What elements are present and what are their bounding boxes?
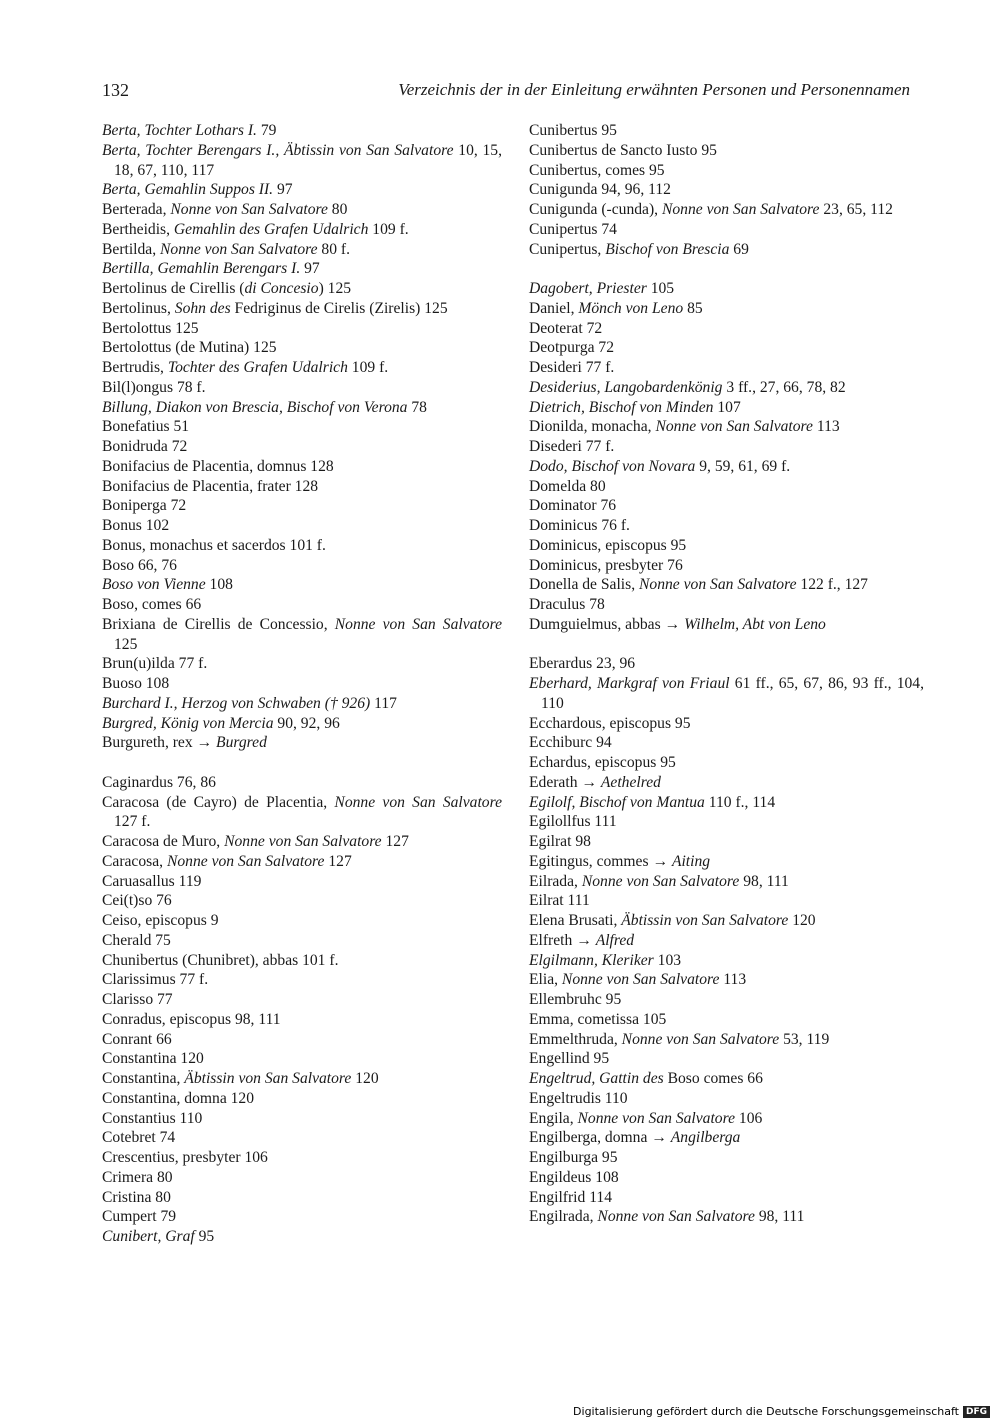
index-entry bbox=[102, 714, 502, 734]
entry-text: Boniperga 72 bbox=[102, 497, 187, 515]
index-entry bbox=[529, 121, 924, 141]
entry-text: Berta, Tochter Berengars I., Äbtissin von San Salvatore bbox=[102, 141, 454, 159]
index-entry bbox=[529, 714, 924, 734]
entry-text: Cunibertus, comes 95 bbox=[529, 161, 665, 179]
entry-text: Dumguielmus, abbas → bbox=[529, 615, 685, 633]
entry-text: Crimera 80 bbox=[102, 1168, 173, 1186]
index-entry bbox=[102, 279, 502, 299]
entry-text: Cunipertus, bbox=[529, 240, 606, 258]
index-entry bbox=[529, 457, 924, 477]
entry-text: 113 bbox=[812, 418, 840, 436]
entry-text: Bonifacius de Placentia, frater 128 bbox=[102, 477, 319, 495]
entry-text: 53, 119 bbox=[779, 1030, 830, 1048]
index-entry bbox=[102, 832, 502, 852]
entry-text: Bertolottus (de Mutina) 125 bbox=[102, 339, 277, 357]
index-entry bbox=[102, 1207, 502, 1227]
index-entry bbox=[102, 200, 502, 220]
entry-text: Nonne von San Salvatore bbox=[160, 240, 318, 258]
index-entry bbox=[529, 931, 924, 951]
entry-text: Emmelthruda, bbox=[529, 1030, 622, 1048]
index-entry bbox=[102, 457, 502, 477]
index-entry bbox=[102, 911, 502, 931]
index-entry bbox=[102, 951, 502, 971]
entry-text: Nonne von San Salvatore bbox=[166, 852, 325, 870]
entry-text: Conrant 66 bbox=[102, 1030, 172, 1048]
entry-text: Bonus, monachus et sacerdos 101 f. bbox=[102, 536, 326, 554]
entry-text: Fedriginus de Cirelis (Zirelis) 125 bbox=[230, 299, 448, 317]
entry-text: Crescentius, presbyter 106 bbox=[102, 1149, 268, 1166]
index-entry bbox=[102, 733, 502, 753]
entry-text: 97 bbox=[273, 181, 293, 199]
entry-text: Burchard I., Herzog von Schwaben († 926) bbox=[102, 694, 371, 712]
entry-text: Bonifacius de Placentia, domnus 128 bbox=[102, 457, 334, 475]
index-entry bbox=[529, 852, 924, 872]
entry-text: 98, 111 bbox=[739, 872, 789, 890]
entry-text: Bonus 102 bbox=[102, 517, 170, 534]
entry-text: 103 bbox=[653, 951, 682, 969]
index-entry bbox=[102, 931, 502, 951]
entry-text: Bertilla, Gemahlin Berengars I. bbox=[102, 260, 301, 278]
entry-text: 80 f. bbox=[317, 240, 351, 258]
entry-text: Elia, bbox=[529, 971, 562, 989]
entry-text: Eilrada, bbox=[529, 872, 582, 890]
entry-text: Nonne von San Salvatore bbox=[655, 418, 813, 436]
entry-text: Buoso 108 bbox=[102, 675, 170, 692]
index-entry bbox=[529, 398, 924, 418]
entry-text: Eilrat 111 bbox=[529, 892, 590, 910]
entry-text: Bertolinus, bbox=[102, 299, 175, 317]
entry-text: Emma, cometissa 105 bbox=[529, 1010, 667, 1028]
entry-text: Aethelred bbox=[600, 773, 661, 791]
entry-text: Cunibertus 95 bbox=[529, 122, 617, 139]
entry-text: Cunigunda (-cunda), bbox=[529, 201, 662, 218]
entry-text: Ecchiburc 94 bbox=[529, 734, 612, 752]
index-entry bbox=[529, 220, 924, 240]
index-entry bbox=[529, 1010, 924, 1030]
entry-text: Engila, bbox=[529, 1109, 578, 1127]
entry-text: Dagobert, Priester bbox=[529, 280, 647, 297]
index-entry bbox=[529, 1207, 924, 1227]
index-entry bbox=[529, 378, 924, 398]
entry-text: 108 bbox=[205, 576, 233, 594]
index-entry bbox=[529, 1109, 924, 1129]
entry-text: Caginardus 76, 86 bbox=[102, 773, 216, 791]
entry-text: 90, 92, 96 bbox=[273, 714, 340, 732]
entry-text: Elgilmann, Kleriker bbox=[529, 951, 654, 969]
entry-text: Ceiso, episcopus 9 bbox=[102, 912, 219, 929]
index-entry bbox=[102, 1168, 502, 1188]
entry-text: Brixiana de Cirellis de Concessio, bbox=[102, 615, 335, 633]
entry-text: Egitingus, commes → bbox=[529, 852, 672, 870]
index-column-left bbox=[102, 121, 502, 1247]
index-entry bbox=[529, 654, 924, 674]
page-number: 132 bbox=[102, 80, 129, 100]
letter-group-gap bbox=[102, 753, 502, 773]
entry-text: 98, 111 bbox=[754, 1208, 805, 1226]
index-entry bbox=[529, 477, 924, 497]
index-entry bbox=[529, 891, 924, 911]
entry-text: Desideri 77 f. bbox=[529, 359, 615, 376]
entry-text: 3 ff., 27, 66, 78, 82 bbox=[722, 378, 846, 396]
entry-text: Elfreth → bbox=[529, 931, 596, 949]
entry-text: Tochter des Grafen Udalrich bbox=[167, 359, 348, 376]
index-entry bbox=[102, 437, 502, 457]
index-entry bbox=[102, 477, 502, 497]
entry-text: Bertolinus de Cirellis ( bbox=[102, 280, 245, 297]
entry-text: Dominicus 76 f. bbox=[529, 517, 630, 534]
index-entry bbox=[529, 299, 924, 319]
index-entry bbox=[529, 516, 924, 536]
entry-text: Domelda 80 bbox=[529, 477, 606, 495]
index-entry bbox=[529, 951, 924, 971]
entry-text: 9, 59, 61, 69 f. bbox=[695, 457, 791, 475]
footer bbox=[573, 1405, 990, 1418]
entry-text: Cotebret 74 bbox=[102, 1129, 176, 1147]
entry-text: 127 f. bbox=[114, 813, 151, 831]
entry-text: Disederi 77 f. bbox=[529, 438, 615, 455]
entry-text: Clarissimus 77 f. bbox=[102, 971, 209, 989]
index-entry bbox=[102, 654, 502, 674]
entry-text: Nonne von San Salvatore bbox=[561, 971, 720, 989]
index-entry bbox=[102, 891, 502, 911]
index-entry bbox=[529, 437, 924, 457]
entry-text: Boso 66, 76 bbox=[102, 556, 177, 574]
entry-text: Eberardus 23, 96 bbox=[529, 655, 636, 673]
index-entry bbox=[529, 970, 924, 990]
index-entry bbox=[529, 1148, 924, 1168]
entry-text: Äbtissin von San Salvatore bbox=[621, 912, 789, 929]
entry-text: Cunigunda 94, 96, 112 bbox=[529, 181, 671, 199]
entry-text: Boso, comes 66 bbox=[102, 596, 202, 613]
entry-text: 109 f. bbox=[347, 359, 389, 376]
entry-text: 85 bbox=[683, 299, 703, 317]
entry-text: Daniel, bbox=[529, 299, 579, 317]
index-entry bbox=[102, 1010, 502, 1030]
entry-text: Constantina 120 bbox=[102, 1050, 204, 1068]
index-entry bbox=[102, 299, 502, 319]
entry-text: Nonne von San Salvatore bbox=[577, 1109, 736, 1127]
running-title: Verzeichnis der in der Einleitung erwähnten Personen und Personennamen bbox=[398, 80, 910, 99]
index-entry bbox=[529, 872, 924, 892]
index-entry bbox=[529, 575, 924, 595]
entry-text: 120 bbox=[788, 912, 816, 929]
entry-text: Bonidruda 72 bbox=[102, 438, 188, 455]
entry-text: 125 bbox=[114, 635, 138, 653]
entry-text: 10, 15, 18, 67, 110, 117 bbox=[114, 141, 502, 179]
letter-group-gap bbox=[529, 259, 924, 279]
index-entry bbox=[529, 161, 924, 181]
index-entry bbox=[529, 536, 924, 556]
entry-text: 110 f., 114 bbox=[704, 793, 776, 811]
entry-text: 105 bbox=[646, 280, 675, 297]
index-entry bbox=[102, 398, 502, 418]
entry-text: Bertolottus 125 bbox=[102, 319, 199, 337]
entry-text: Cristina 80 bbox=[102, 1188, 171, 1206]
index-entry bbox=[529, 733, 924, 753]
entry-text: 80 bbox=[327, 201, 348, 218]
entry-text: Wilhelm, Abt von Leno bbox=[684, 615, 826, 633]
entry-text: 95 bbox=[194, 1228, 215, 1245]
entry-text: Burgred, König von Mercia bbox=[102, 714, 274, 732]
entry-text: Dominicus, presbyter 76 bbox=[529, 556, 683, 574]
index-entry bbox=[102, 872, 502, 892]
entry-text: Boso von Vienne bbox=[102, 576, 206, 594]
index-entry bbox=[102, 1089, 502, 1109]
entry-text: Ederath → bbox=[529, 773, 601, 791]
entry-text: Bonefatius 51 bbox=[102, 418, 190, 436]
index-entry bbox=[102, 575, 502, 595]
entry-text: Eberhard, Markgraf von Friaul bbox=[529, 675, 730, 692]
entry-text: Ecchardous, episcopus 95 bbox=[529, 714, 691, 732]
entry-text: 127 bbox=[324, 852, 352, 870]
entry-text: 61 ff., 65, 67, 86, 93 ff., 104, 110 bbox=[541, 675, 924, 712]
entry-text: Dominator 76 bbox=[529, 497, 617, 515]
entry-text: Nonne von San Salvatore bbox=[170, 201, 328, 218]
entry-text: Nonne von San Salvatore bbox=[621, 1030, 780, 1048]
index-entry bbox=[102, 1128, 502, 1148]
entry-text: Desiderius, Langobardenkönig bbox=[529, 378, 723, 396]
index-entry bbox=[102, 121, 502, 141]
entry-text: Clarisso 77 bbox=[102, 991, 173, 1008]
index-entry bbox=[102, 852, 502, 872]
entry-text: Cumpert 79 bbox=[102, 1208, 177, 1226]
entry-text: 106 bbox=[735, 1109, 763, 1127]
entry-text: Nonne von San Salvatore bbox=[597, 1208, 755, 1226]
index-entry bbox=[529, 793, 924, 813]
entry-text: 97 bbox=[300, 260, 320, 278]
entry-text: Bertheidis, bbox=[102, 220, 174, 238]
entry-text: Angilberga bbox=[670, 1129, 741, 1147]
entry-text: Nonne von San Salvatore bbox=[334, 615, 502, 633]
entry-text: Bischof von Brescia bbox=[605, 240, 730, 258]
index-entry bbox=[102, 1148, 502, 1168]
entry-text: Cherald 75 bbox=[102, 931, 171, 949]
entry-text: Nonne von San Salvatore bbox=[581, 872, 740, 890]
entry-text: Nonne von San Salvatore bbox=[639, 576, 797, 594]
entry-text: Nonne von San Salvatore bbox=[661, 201, 820, 218]
index-entry bbox=[529, 338, 924, 358]
index-entry bbox=[529, 595, 924, 615]
index-entry bbox=[102, 259, 502, 279]
entry-text: Egilolf, Bischof von Mantua bbox=[529, 793, 705, 811]
entry-text: 120 bbox=[351, 1070, 379, 1087]
entry-text: Engildeus 108 bbox=[529, 1168, 619, 1186]
index-entry bbox=[529, 1089, 924, 1109]
entry-text: Nonne von San Salvatore bbox=[334, 793, 502, 811]
letter-group-gap bbox=[529, 635, 924, 655]
index-entry bbox=[102, 694, 502, 714]
index-entry bbox=[529, 1049, 924, 1069]
entry-text: Dietrich, Bischof von Minden bbox=[529, 398, 714, 416]
entry-text: ) 125 bbox=[318, 280, 352, 297]
entry-text: Dominicus, episcopus 95 bbox=[529, 536, 687, 554]
index-entry bbox=[529, 1069, 924, 1089]
entry-text: Dionilda, monacha, bbox=[529, 418, 656, 436]
index-entry bbox=[529, 773, 924, 793]
entry-text: Berta, Gemahlin Suppos II. bbox=[102, 181, 274, 199]
entry-text: Engilrada, bbox=[529, 1208, 598, 1226]
entry-text: 107 bbox=[713, 398, 741, 416]
entry-text: Engeltrud, Gattin des bbox=[529, 1070, 664, 1087]
entry-text: di Concesio bbox=[244, 280, 319, 297]
entry-text: 122 f., 127 bbox=[796, 576, 868, 594]
index-entry bbox=[529, 240, 924, 260]
index-entry bbox=[102, 496, 502, 516]
entry-text: 113 bbox=[719, 971, 747, 989]
entry-text: Egilrat 98 bbox=[529, 833, 591, 850]
entry-text: Burgureth, rex → bbox=[102, 734, 217, 752]
entry-text: Nonne von San Salvatore bbox=[224, 833, 382, 850]
entry-text: Caracosa, bbox=[102, 852, 167, 870]
index-entry bbox=[102, 338, 502, 358]
entry-text: Egilollfus 111 bbox=[529, 813, 617, 831]
entry-text: Caracosa (de Cayro) de Placentia, bbox=[102, 793, 335, 811]
index-entry bbox=[529, 1188, 924, 1208]
index-entry bbox=[102, 1227, 502, 1247]
index-entry bbox=[102, 1069, 502, 1089]
entry-text: Berterada, bbox=[102, 201, 171, 218]
entry-text: Dodo, Bischof von Novara bbox=[529, 457, 696, 475]
entry-text: Engilburga 95 bbox=[529, 1149, 618, 1166]
index-entry bbox=[529, 832, 924, 852]
entry-text: Bertilda, bbox=[102, 240, 161, 258]
entry-text: Ellembruhc 95 bbox=[529, 991, 622, 1008]
entry-text: Berta, Tochter Lothars I. bbox=[102, 122, 257, 139]
entry-text: Cunibert, Graf bbox=[102, 1228, 195, 1245]
entry-text: 109 f. bbox=[368, 220, 409, 238]
entry-text: Elena Brusati, bbox=[529, 912, 622, 929]
index-entry bbox=[102, 1030, 502, 1050]
entry-text: Äbtissin von San Salvatore bbox=[184, 1070, 352, 1087]
entry-text: Burgred bbox=[216, 734, 267, 752]
index-entry bbox=[102, 556, 502, 576]
entry-text: Cunipertus 74 bbox=[529, 220, 617, 238]
index-entry bbox=[102, 516, 502, 536]
index-entry bbox=[529, 1128, 924, 1148]
index-column-right bbox=[529, 121, 924, 1227]
index-entry bbox=[529, 753, 924, 773]
index-entry bbox=[529, 556, 924, 576]
entry-text: Billung, Diakon von Brescia, Bischof von Verona bbox=[102, 398, 408, 416]
entry-text: Echardus, episcopus 95 bbox=[529, 754, 676, 771]
index-entry bbox=[529, 358, 924, 378]
index-entry bbox=[529, 812, 924, 832]
entry-text: Bil(l)ongus 78 f. bbox=[102, 378, 206, 396]
entry-text: Deoterat 72 bbox=[529, 319, 603, 337]
entry-text: Constantina, domna 120 bbox=[102, 1089, 255, 1107]
entry-text: 127 bbox=[381, 833, 409, 850]
entry-text: Draculus 78 bbox=[529, 596, 605, 613]
index-entry bbox=[529, 180, 924, 200]
index-entry bbox=[529, 990, 924, 1010]
index-entry bbox=[529, 141, 924, 161]
index-entry bbox=[102, 141, 502, 181]
entry-text: 117 bbox=[370, 694, 397, 712]
index-entry bbox=[529, 417, 924, 437]
index-entry bbox=[102, 674, 502, 694]
entry-text: Gemahlin des Grafen Udalrich bbox=[173, 220, 369, 238]
index-entry bbox=[529, 279, 924, 299]
index-entry bbox=[102, 536, 502, 556]
index-entry bbox=[102, 180, 502, 200]
entry-text: Boso comes 66 bbox=[663, 1070, 763, 1087]
entry-text: Engeltrudis 110 bbox=[529, 1089, 628, 1107]
dfg-logo: DFG bbox=[963, 1406, 990, 1418]
index-entry bbox=[102, 417, 502, 437]
index-entry bbox=[102, 1109, 502, 1129]
entry-text: 23, 65, 112 bbox=[819, 201, 893, 218]
entry-text: 78 bbox=[407, 398, 427, 416]
entry-text: Conradus, episcopus 98, 111 bbox=[102, 1010, 281, 1028]
entry-text: Brun(u)ilda 77 f. bbox=[102, 655, 208, 673]
index-entry bbox=[102, 1049, 502, 1069]
index-entry bbox=[102, 240, 502, 260]
entry-text: Chunibertus (Chunibret), abbas 101 f. bbox=[102, 951, 339, 969]
entry-text: Caracosa de Muro, bbox=[102, 833, 225, 850]
entry-text: Alfred bbox=[595, 931, 635, 949]
index-entry bbox=[102, 358, 502, 378]
entry-text: Engilberga, domna → bbox=[529, 1129, 671, 1147]
page-header bbox=[102, 80, 910, 104]
entry-text: Engilfrid 114 bbox=[529, 1188, 613, 1206]
index-entry bbox=[102, 220, 502, 240]
index-entry bbox=[102, 1188, 502, 1208]
index-entry bbox=[529, 1030, 924, 1050]
index-entry bbox=[102, 970, 502, 990]
entry-text: Constantius 110 bbox=[102, 1109, 203, 1127]
index-entry bbox=[102, 595, 502, 615]
entry-text: 79 bbox=[256, 122, 277, 139]
index-entry bbox=[529, 200, 924, 220]
index-entry bbox=[529, 1168, 924, 1188]
index-entry bbox=[102, 615, 502, 655]
index-entry bbox=[529, 496, 924, 516]
entry-text: Donella de Salis, bbox=[529, 576, 640, 594]
entry-text: Deotpurga 72 bbox=[529, 339, 615, 357]
index-entry bbox=[102, 990, 502, 1010]
index-entry bbox=[102, 378, 502, 398]
entry-text: Caruasallus 119 bbox=[102, 872, 202, 890]
entry-text: Cunibertus de Sancto Iusto 95 bbox=[529, 141, 717, 159]
index-entry bbox=[529, 674, 924, 714]
index-entry bbox=[529, 911, 924, 931]
entry-text: Sohn des bbox=[174, 299, 231, 317]
entry-text: 69 bbox=[729, 240, 749, 258]
entry-text: Aiting bbox=[671, 852, 711, 870]
entry-text: Mönch von Leno bbox=[578, 299, 684, 317]
index-entry bbox=[102, 319, 502, 339]
index-entry bbox=[102, 793, 502, 833]
footer-credit: Digitalisierung gefördert durch die Deutsche Forschungsgemeinschaft bbox=[573, 1405, 959, 1418]
index-entry bbox=[529, 615, 924, 635]
index-entry bbox=[529, 319, 924, 339]
entry-text: Constantina, bbox=[102, 1070, 185, 1087]
entry-text: Cei(t)so 76 bbox=[102, 892, 172, 910]
entry-text: Engellind 95 bbox=[529, 1050, 610, 1068]
entry-text: Bertrudis, bbox=[102, 359, 168, 376]
index-entry bbox=[102, 773, 502, 793]
